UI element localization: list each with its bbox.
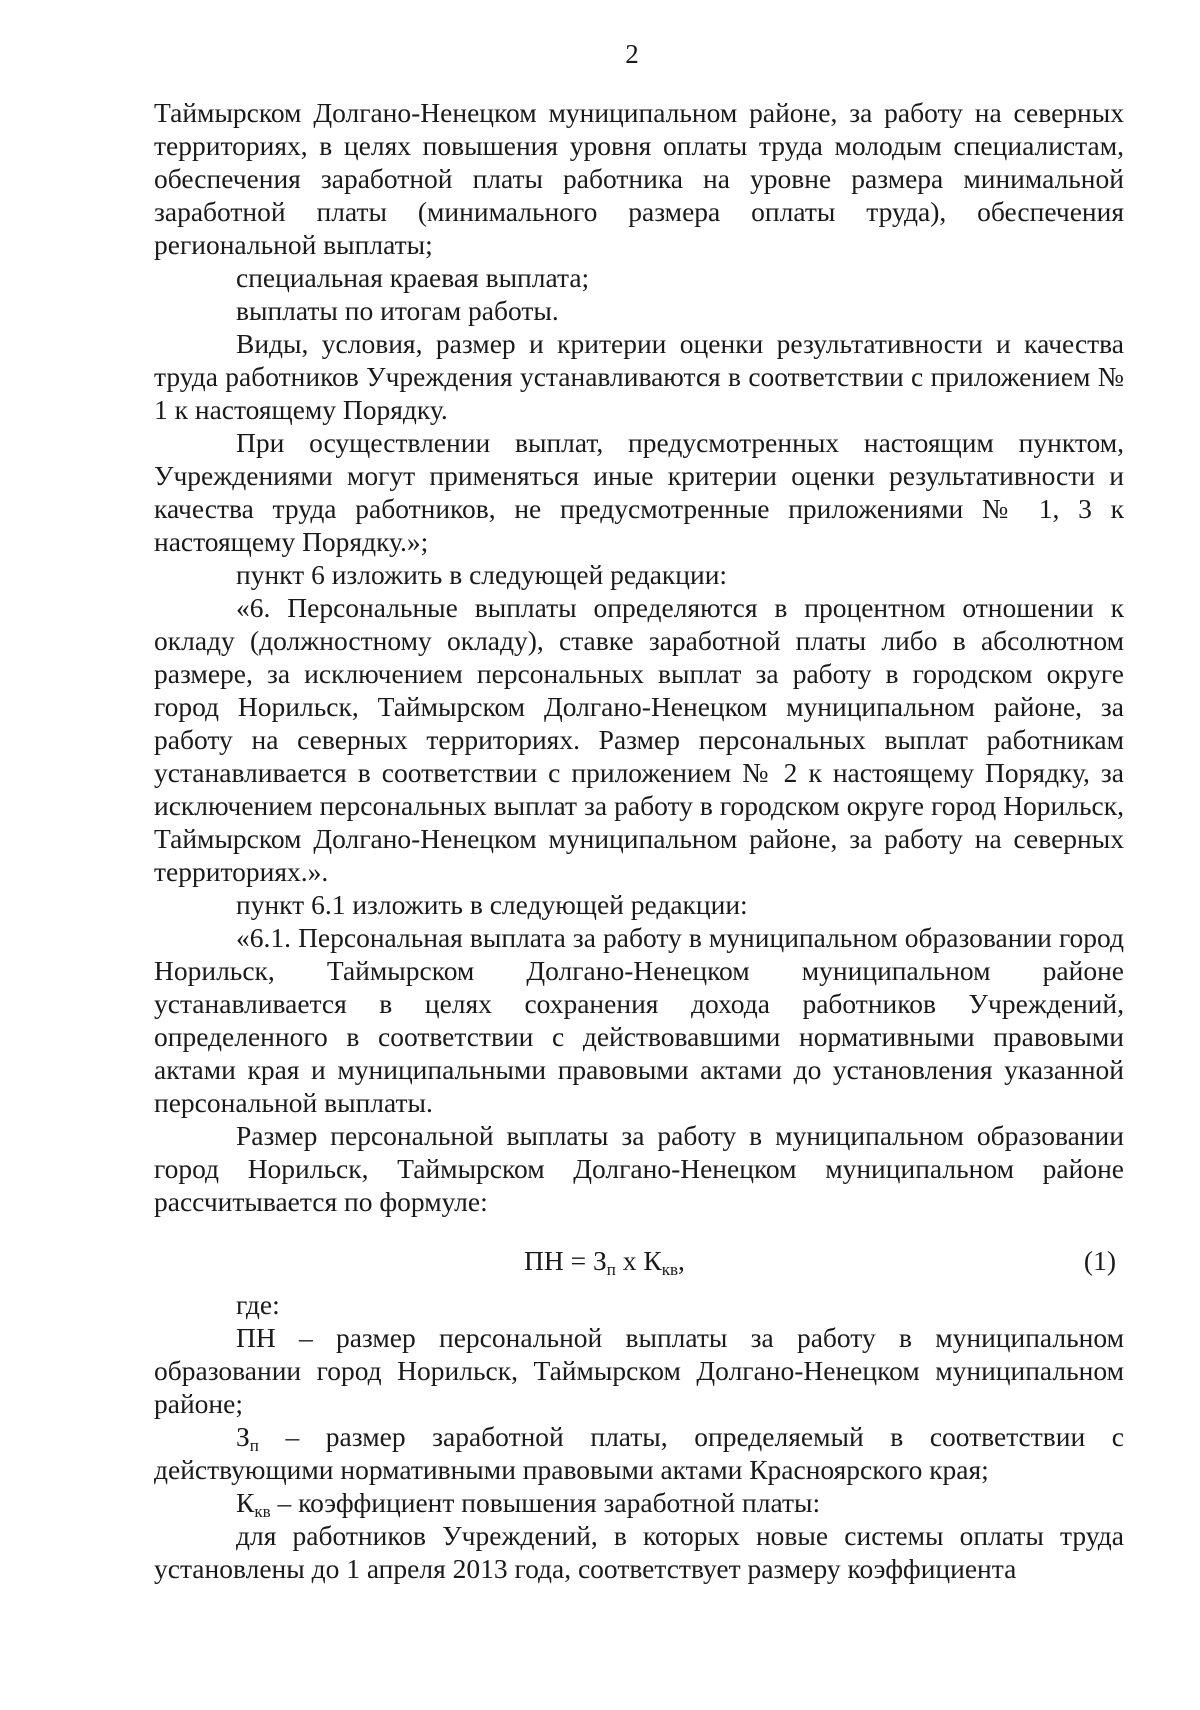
document-body	[154, 96, 1124, 1585]
kkv-definition-text: – коэффициент повышения заработной платы:	[270, 1487, 821, 1518]
paragraph-9: «6.1. Персональная выплата за работу в муниципальном образовании город Норильск, Таймырском Долгано-Ненецком муниципальном районе устанавливается в целях сохранения дохода работников Учреждений, определенного в соответствии с действовавшими нормативными правовыми актами края и муниципальными правовыми актами до установления указанной персональной выплаты.	[154, 922, 1124, 1118]
paragraph-10: Размер персональной выплаты за работу в муниципальном образовании город Норильск, Таймырском Долгано-Ненецком муниципальном районе рассчитывается по формуле:	[154, 1120, 1124, 1217]
formula-line	[154, 1244, 1124, 1284]
paragraph-8: пункт 6.1 изложить в следующей редакции:	[236, 889, 748, 920]
paragraph-3: выплаты по итогам работы.	[236, 295, 559, 326]
formula-lhs: ПН = З	[524, 1245, 607, 1276]
paragraph-where: где:	[236, 1289, 280, 1320]
symbol-z-subscript: п	[249, 1436, 259, 1455]
paragraph-5: При осуществлении выплат, предусмотренных настоящим пунктом, Учреждениями могут применяться иные критерии оценки результативности и качества труда работников, не предусмотренные приложениями № 1, 3 к настоящему Порядку.»;	[154, 427, 1124, 557]
paragraph-1: Таймырском Долгано-Ненецком муниципальном районе, за работу на северных территориях, в целях повышения уровня оплаты труда молодым специалистам, обеспечения заработной платы работника на уровне размера минимальной заработной платы (минимального размера оплаты труда), обеспечения региональной выплаты;	[154, 97, 1124, 260]
page-number: 2	[625, 39, 639, 69]
symbol-z: З	[236, 1421, 250, 1452]
symbol-k-subscript: кв	[254, 1502, 271, 1521]
formula-subscript-kv: кв	[661, 1260, 679, 1279]
formula-tail: ,	[678, 1245, 685, 1276]
formula-subscript-p: п	[606, 1260, 616, 1279]
symbol-k: К	[236, 1487, 255, 1518]
zp-definition-text: – размер заработной платы, определяемый в соответствии с действующими нормативными правовыми актами Красноярского края;	[154, 1421, 1124, 1485]
formula	[524, 1244, 685, 1277]
paragraph-7: «6. Персональные выплаты определяются в процентном отношении к окладу (должностному окладу), ставке заработной платы либо в абсолютном размере, за исключением персональных выплат за работу в городском округе город Норильск, Таймырском Долгано-Ненецком муниципальном районе, за работу на северных территориях. Размер персональных выплат работникам устанавливается в соответствии с приложением № 2 к настоящему Порядку, за исключением персональных выплат за работу в городском округе город Норильск, Таймырском Долгано-Ненецком муниципальном районе, за работу на северных территориях.».	[154, 592, 1124, 887]
paragraph-kkv-definition	[154, 1486, 1124, 1519]
paragraph-15: для работников Учреждений, в которых новые системы оплаты труда установлены до 1 апреля 2013 года, соответствует размеру коэффициента	[154, 1520, 1124, 1584]
paragraph-zp-definition	[154, 1420, 1124, 1486]
formula-number: (1)	[1083, 1245, 1116, 1276]
paragraph-6: пункт 6 изложить в следующей редакции:	[236, 559, 728, 590]
paragraph-pn-definition: ПН – размер персональной выплаты за работу в муниципальном образовании город Норильск, Таймырском Долгано-Ненецком муниципальном районе;	[154, 1322, 1124, 1419]
paragraph-2: специальная краевая выплата;	[236, 262, 590, 293]
formula-mid: х К	[615, 1245, 662, 1276]
paragraph-4: Виды, условия, размер и критерии оценки результативности и качества труда работников Учреждения устанавливаются в соответствии с приложением № 1 к настоящему Порядку.	[154, 328, 1124, 425]
